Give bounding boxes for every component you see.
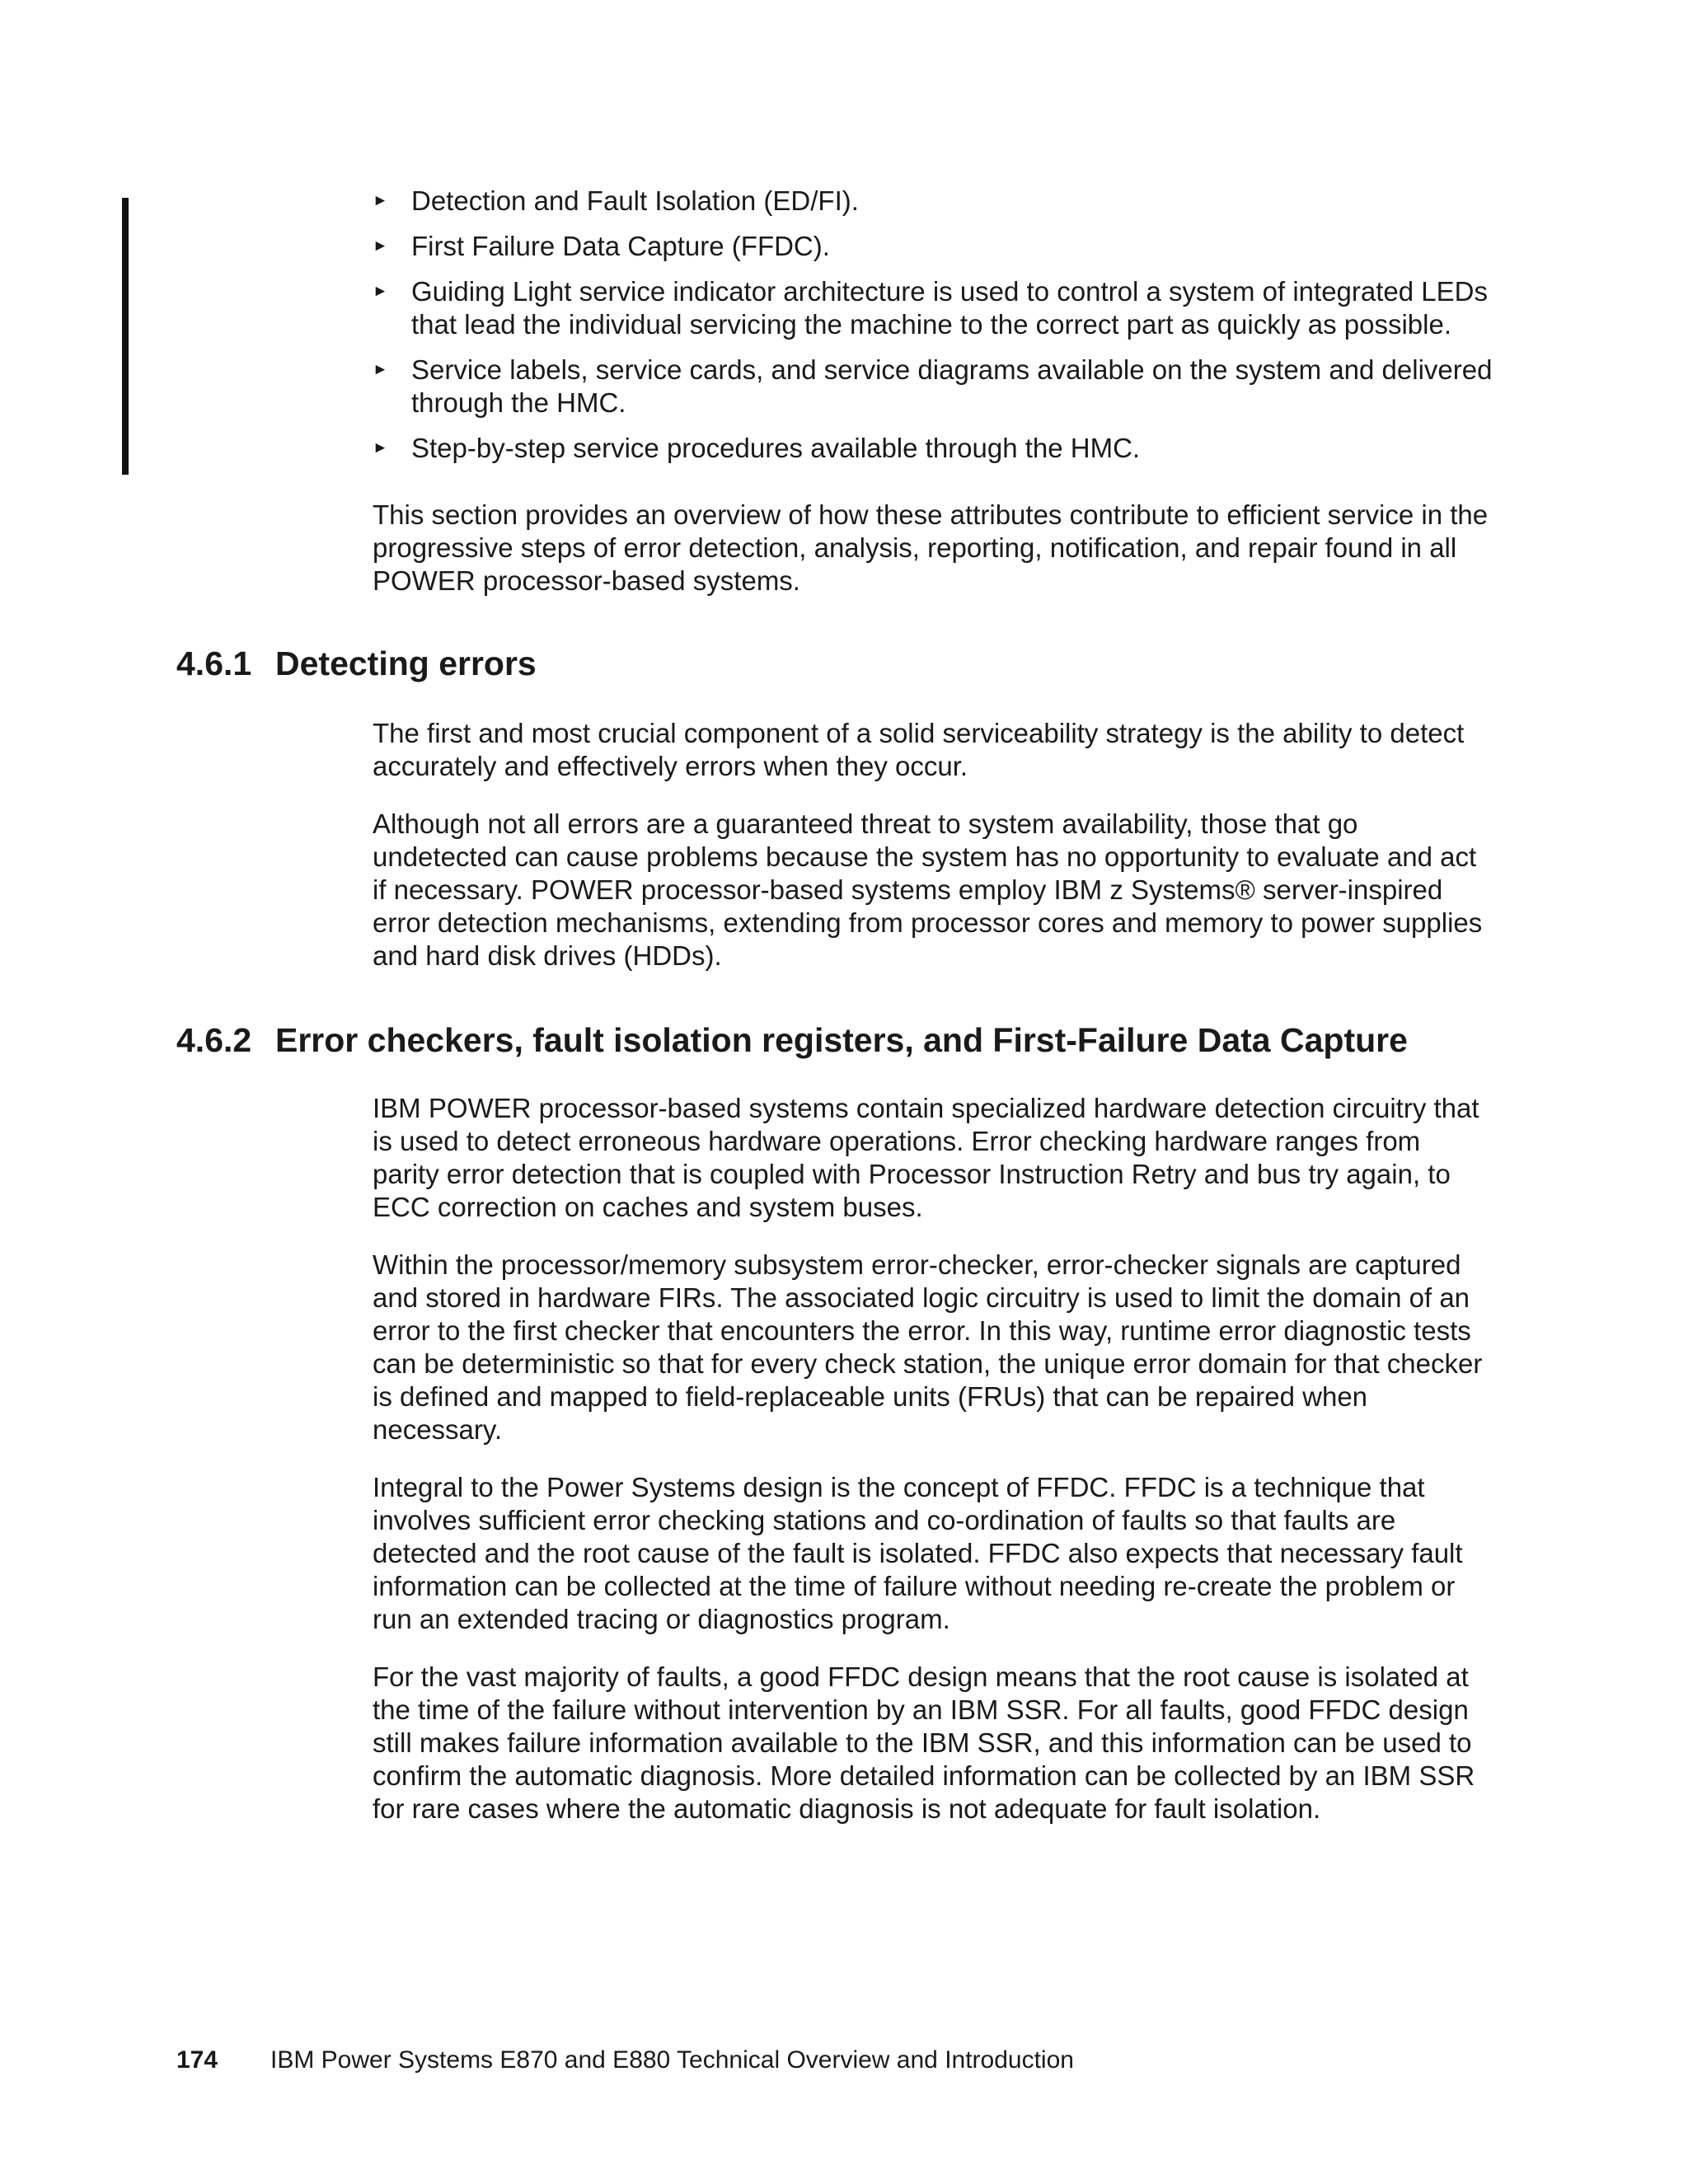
- list-item: [373, 354, 1493, 419]
- bullet-arrow-icon: ►: [373, 237, 388, 255]
- section-title: Detecting errors: [275, 644, 537, 682]
- change-bar: [122, 198, 129, 475]
- paragraph: The first and most crucial component of a solid serviceability strategy is the ability to detect accurately and effectively errors when they occur.: [373, 718, 1465, 781]
- bullet-text: Detection and Fault Isolation (ED/FI).: [411, 185, 859, 216]
- paragraph: IBM POWER processor-based systems contain specialized hardware detection circuitry that is used to detect erroneous hardware operations. Error checking hardware ranges from parity error detection that is coupled with Processor Instruction Retry and bus try again, to ECC correction on caches and system buses.: [373, 1093, 1479, 1222]
- section-number: 4.6.2: [176, 1021, 252, 1059]
- list-item: [373, 432, 1493, 465]
- bullet-text: Guiding Light service indicator architecture is used to control a system of integrated LEDs that lead the individual servicing the machine to the correct part as quickly as possible.: [411, 276, 1488, 340]
- bullet-arrow-icon: ►: [373, 192, 388, 209]
- bullet-arrow-icon: ►: [373, 439, 388, 457]
- paragraph: For the vast majority of faults, a good FFDC design means that the root cause is isolated at the time of the failure without intervention by an IBM SSR. For all faults, good FFDC design still makes failure information available to the IBM SSR, and this information can be used to confirm the automatic diagnosis. More detailed information can be collected by an IBM SSR for rare cases where the automatic diagnosis is not adequate for fault isolation.: [373, 1661, 1475, 1824]
- bullet-text: Service labels, service cards, and service diagrams available on the system and delivered through the HMC.: [411, 354, 1493, 418]
- page-footer: [176, 2044, 1074, 2077]
- bullet-arrow-icon: ►: [373, 361, 388, 378]
- bullet-text: Step-by-step service procedures available through the HMC.: [411, 433, 1141, 463]
- list-item: [373, 185, 1493, 218]
- section-title: Error checkers, fault isolation registers, and First-Failure Data Capture: [275, 1021, 1408, 1059]
- section-number: 4.6.1: [176, 644, 252, 682]
- section-4-6-1-body: [373, 717, 1493, 997]
- paragraph: Integral to the Power Systems design is the concept of FFDC. FFDC is a technique that involves sufficient error checking stations and co-ordination of faults so that faults are detected and the root cause of the fault is isolated. FFDC also expects that necessary fault information can be collected at the time of failure without needing re-create the problem or run an extended tracing or diagnostics program.: [373, 1472, 1463, 1634]
- paragraph: Within the processor/memory subsystem error-checker, error-checker signals are captured and stored in hardware FIRs. The associated logic circuitry is used to limit the domain of an error to the first checker that encounters the error. In this way, runtime error diagnostic tests can be deterministic so that for every check station, the unique error domain for that checker is defined and mapped to field-replaceable units (FRUs) that can be repaired when necessary.: [373, 1249, 1483, 1445]
- intro-block: [373, 499, 1493, 622]
- bullet-arrow-icon: ►: [373, 283, 388, 300]
- page-number: 174: [176, 2046, 218, 2074]
- book-title: IBM Power Systems E870 and E880 Technical Overview and Introduction: [270, 2046, 1074, 2074]
- list-item: [373, 230, 1493, 263]
- section-heading-4-6-1: [176, 643, 537, 684]
- bullet-text: First Failure Data Capture (FFDC).: [411, 231, 830, 261]
- intro-paragraph: This section provides an overview of how these attributes contribute to efficient service in the progressive steps of error detection, analysis, reporting, notification, and repair found in all POWER processor-based systems.: [373, 499, 1489, 596]
- section-heading-4-6-2: [176, 1019, 1408, 1061]
- paragraph: Although not all errors are a guaranteed threat to system availability, those that go undetected can cause problems because the system has no opportunity to evaluate and act if necessary. POWER processor-based systems employ IBM z Systems® server-inspired error detection mechanisms, extending from processor cores and memory to power supplies and hard disk drives (HDDs).: [373, 808, 1483, 971]
- section-4-6-2-body: [373, 1092, 1493, 1850]
- list-item: [373, 275, 1493, 341]
- bullet-list: [373, 185, 1493, 477]
